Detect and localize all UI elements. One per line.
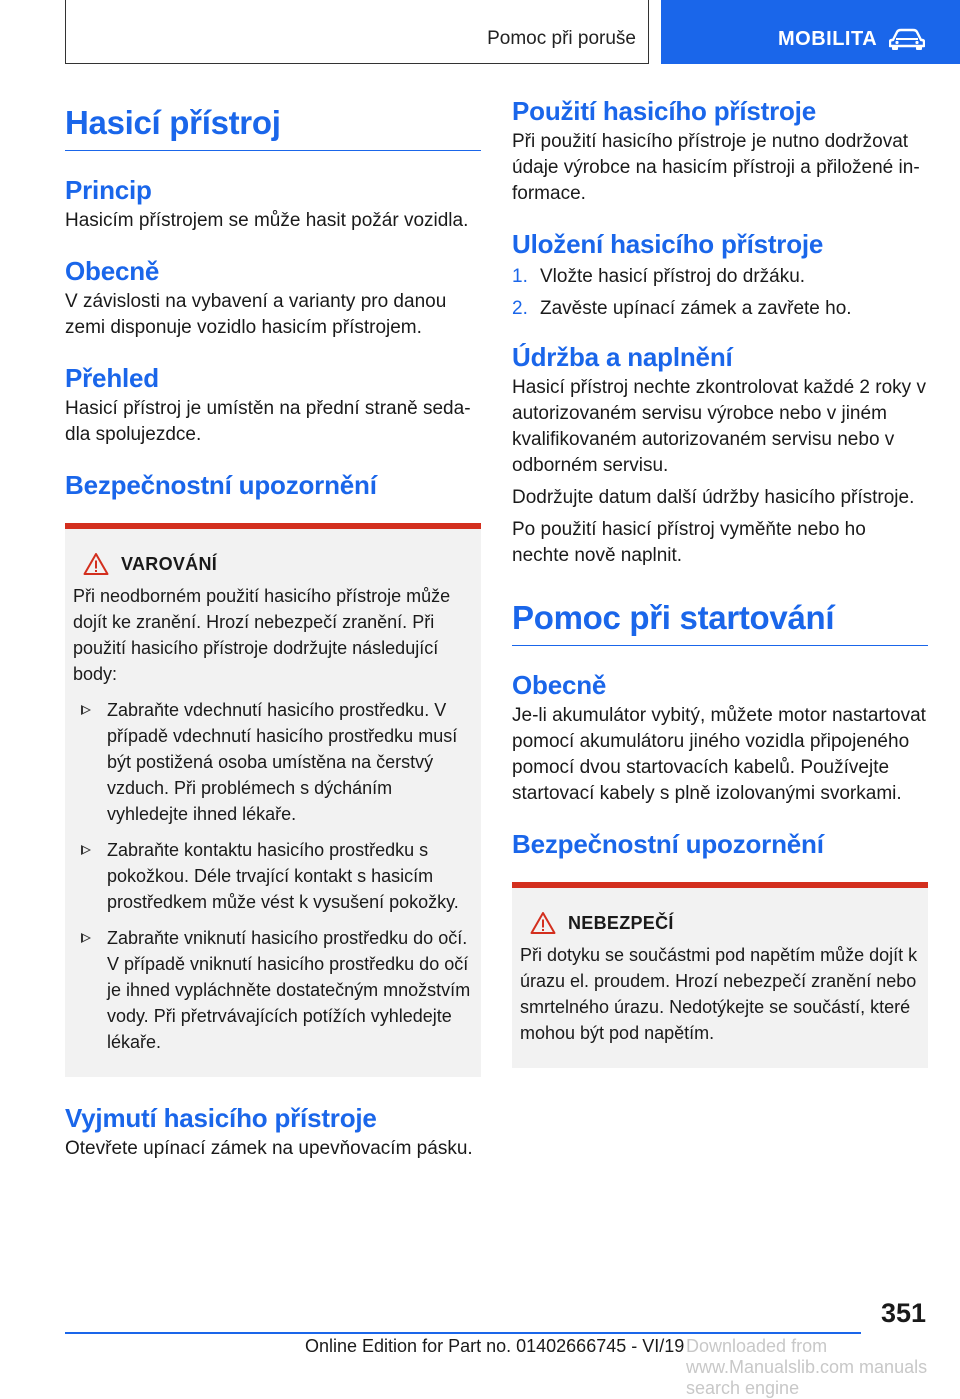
danger-header: [520, 910, 918, 936]
text-udrzba-2: Dodržujte datum další údržby hasicího přístroje.: [512, 487, 915, 508]
footer-divider: [65, 1332, 861, 1334]
steps-list: [512, 264, 928, 322]
warning-header: [73, 551, 471, 577]
step-item: 1. Vložte hasicí přístroj do držáku.: [512, 264, 928, 290]
chapter-title: Hasicí přístroj: [65, 104, 481, 151]
text-obecne: V závislosti na vybavení a varianty pro danou zemi disponuje vozidlo hasicím přístrojem.: [65, 291, 447, 338]
heading-obecne-2: Obecně: [512, 670, 607, 700]
chapter-tab-label: MOBILITA: [778, 28, 878, 50]
heading-safety-2: Bezpečnostní upozornění: [512, 829, 824, 859]
danger-box: [512, 882, 928, 1068]
text-prehled: Hasicí přístroj je umístěn na přední straně sedadla spolujezdce.: [65, 398, 471, 445]
footer-watermark: Downloaded from www.Manualslib.com manuals search engine: [686, 1336, 928, 1398]
bullet-triangle-icon: [81, 933, 91, 943]
warning-triangle-icon: [530, 911, 556, 935]
warning-box: [65, 523, 481, 1077]
car-icon: [889, 27, 925, 51]
warning-bullet: Zabraňte kontaktu hasicího prostředku s pokožkou. Déle trvající kontakt s hasicím prostředkem může vést k vysušení pokožky.: [73, 837, 471, 915]
danger-title: NEBEZPEČÍ: [568, 912, 674, 933]
danger-text: Při dotyku se součástmi pod napětím může dojít k úrazu el. proudem. Hrozí nebezpečí zranění nebo smrtelného úrazu. Nedotýkejte se součástí, které mohou být pod napětím.: [520, 945, 918, 1043]
step-item: 2. Zavěste upínací zámek a zavřete ho.: [512, 296, 928, 322]
heading-princip: Princip: [65, 175, 152, 205]
step-number: 1.: [512, 266, 528, 287]
bullet-triangle-icon: [81, 845, 91, 855]
text-princip: Hasicím přístrojem se může hasit požár vozidla.: [65, 210, 469, 231]
heading-udrzba: Údržba a naplnění: [512, 342, 733, 372]
chapter-title-2: Pomoc při startování: [512, 599, 928, 646]
warning-bullet-list: [73, 697, 471, 1055]
text-udrzba-1: Hasicí přístroj nechte zkontrolovat každé 2 roky v autorizovaném servisu výrobce nebo v jiném kvalifikovaném autorizovaném servisu nebo v odborném servisu.: [512, 377, 926, 476]
warning-intro: Při neodborném použití hasicího přístroje může dojít ke zranění. Hrozí nebezpečí zranění. Při použití hasicího přístroje dodržujte následující body:: [73, 586, 451, 684]
section-title: Pomoc při poruše: [487, 28, 636, 49]
text-udrzba-3: Po použití hasicí přístroj vyměňte nebo ho nechte nově naplnit.: [512, 519, 866, 566]
running-header-box: [65, 0, 649, 64]
heading-pouziti: Použití hasicího přístroje: [512, 96, 816, 126]
left-column: [65, 96, 481, 1162]
warning-triangle-icon: [83, 552, 109, 576]
page-number: 351: [880, 1298, 926, 1328]
warning-title: VAROVÁNÍ: [121, 553, 218, 574]
heading-ulozeni: Uložení hasicího přístroje: [512, 229, 824, 259]
text-vyjmuti: Otevřete upínací zámek na upevňovacím pásku.: [65, 1138, 473, 1159]
heading-prehled: Přehled: [65, 363, 159, 393]
warning-bullet: Zabraňte vniknutí hasicího prostředku do očí. V případě vniknutí hasicího prostředku do očí je ihned vypláchněte dostatečným množstvím vody. Při přetrvávajících potížích vyhledejte lékaře.: [73, 925, 471, 1055]
step-number: 2.: [512, 298, 528, 319]
warning-bullet: Zabraňte vdechnutí hasicího prostředku. V případě vdechnutí hasicího prostředku musí být postižená osoba umístěna na čerstvý vzduch. Při problémech s dýcháním vyhledejte ihned lékaře.: [73, 697, 471, 827]
chapter-tab: [661, 0, 960, 64]
text-pouziti: Při použití hasicího přístroje je nutno dodržovat údaje výrobce na hasicím přístroji a přiložené informace.: [512, 131, 920, 204]
footer-edition: Online Edition for Part no. 01402666745 - VI/19: [305, 1336, 685, 1356]
bullet-triangle-icon: [81, 705, 91, 715]
heading-vyjmuti: Vyjmutí hasicího přístroje: [65, 1103, 377, 1133]
heading-obecne: Obecně: [65, 256, 160, 286]
heading-safety: Bezpečnostní upozornění: [65, 470, 377, 500]
text-obecne-2: Je-li akumulátor vybitý, můžete motor nastartovat pomocí akumulátoru jiného vozidla připojeného pomocí dvou startovacích kabelů. Používejte startovací kabely s plně izolovanými svorkami.: [512, 705, 926, 804]
right-column: [512, 96, 928, 1068]
